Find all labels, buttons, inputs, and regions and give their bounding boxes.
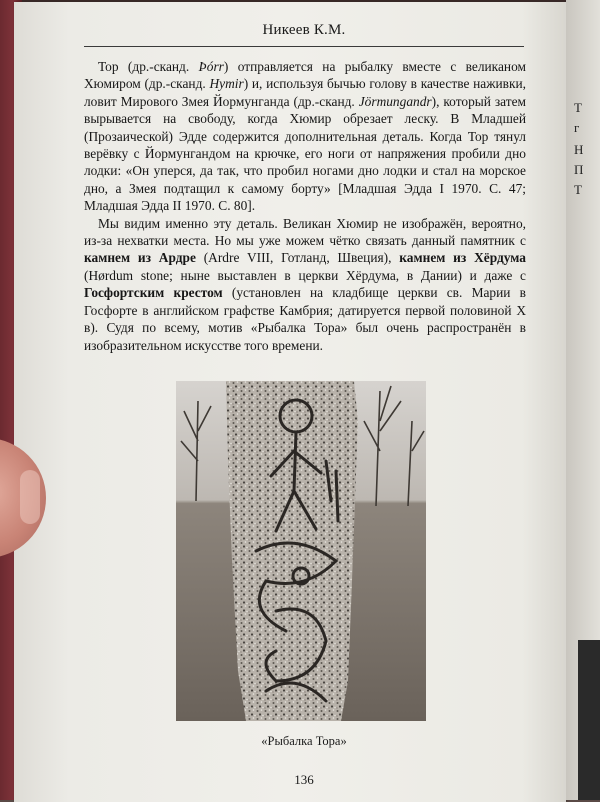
figure-caption: «Рыбалка Тора» — [261, 734, 347, 748]
next-page-fragment: Т — [574, 100, 582, 115]
rune-stone-photo — [176, 381, 426, 721]
bold-term: камнем из Хёрдума — [399, 250, 526, 266]
bold-term: камнем из Ардре — [84, 250, 196, 266]
next-page-fragment: г — [574, 120, 580, 135]
next-page-fragment: Н — [574, 142, 584, 157]
bold-term: Госфортским крестом — [84, 285, 223, 301]
next-page-edge — [566, 0, 600, 800]
thumbnail-highlight — [20, 470, 40, 524]
page-number: 136 — [294, 772, 314, 787]
paragraph-1: Тор (др.-сканд. Þórr) отправляется на рыбалку вместе с великаном Хюмиром (др.-сканд. Hymir) и, используя бычью голову в качестве наживки, ловит Мирового Змея Йормунганда (др.-сканд. Jörmungandr), который затем вырывается на свободу, когда Хюмир обрезает леску. В Младшей (Прозаической) Эдде содержится дополнительная деталь. Когда Тор тянул верёвку с Йормунгандом на крючке, его ноги от напряжения пробили дно лодки: «Он уперся, да так, что пробил ногами дно лодки и стал на морское дно, а Змея подтащил к самому борту» [Младшая Эдда I 1970. С. 47; Младшая Эдда II 1970. С. 80]. — [84, 59, 527, 214]
body-text — [84, 58, 526, 354]
next-page-photo — [578, 640, 600, 800]
next-page-fragment: П — [574, 162, 584, 177]
header-rule — [84, 46, 524, 47]
running-header: Никеев К.М. — [262, 22, 346, 38]
next-page-fragment: Т — [574, 182, 582, 197]
paragraph-2: Мы видим именно эту деталь. Великан Хюмир не изображён, вероятно, из-за нехватки места. Но мы уже можем чётко связать данный памятник с камнем из Ардре (Ardre VIII, Готланд, Швеция), камнем из Хёрдума (Hørdum stone; ныне выставлен в церкви Хёрдума, в Дании) и даже с Госфортским крестом (установлен на кладбище церкви св. Марии в Госфорте в английском графстве Камбрия; датируется первой половиной X в). Судя по всему, мотив «Рыбалка Тора» был очень распространён в изобразительном искусстве того времени. — [84, 215, 526, 353]
